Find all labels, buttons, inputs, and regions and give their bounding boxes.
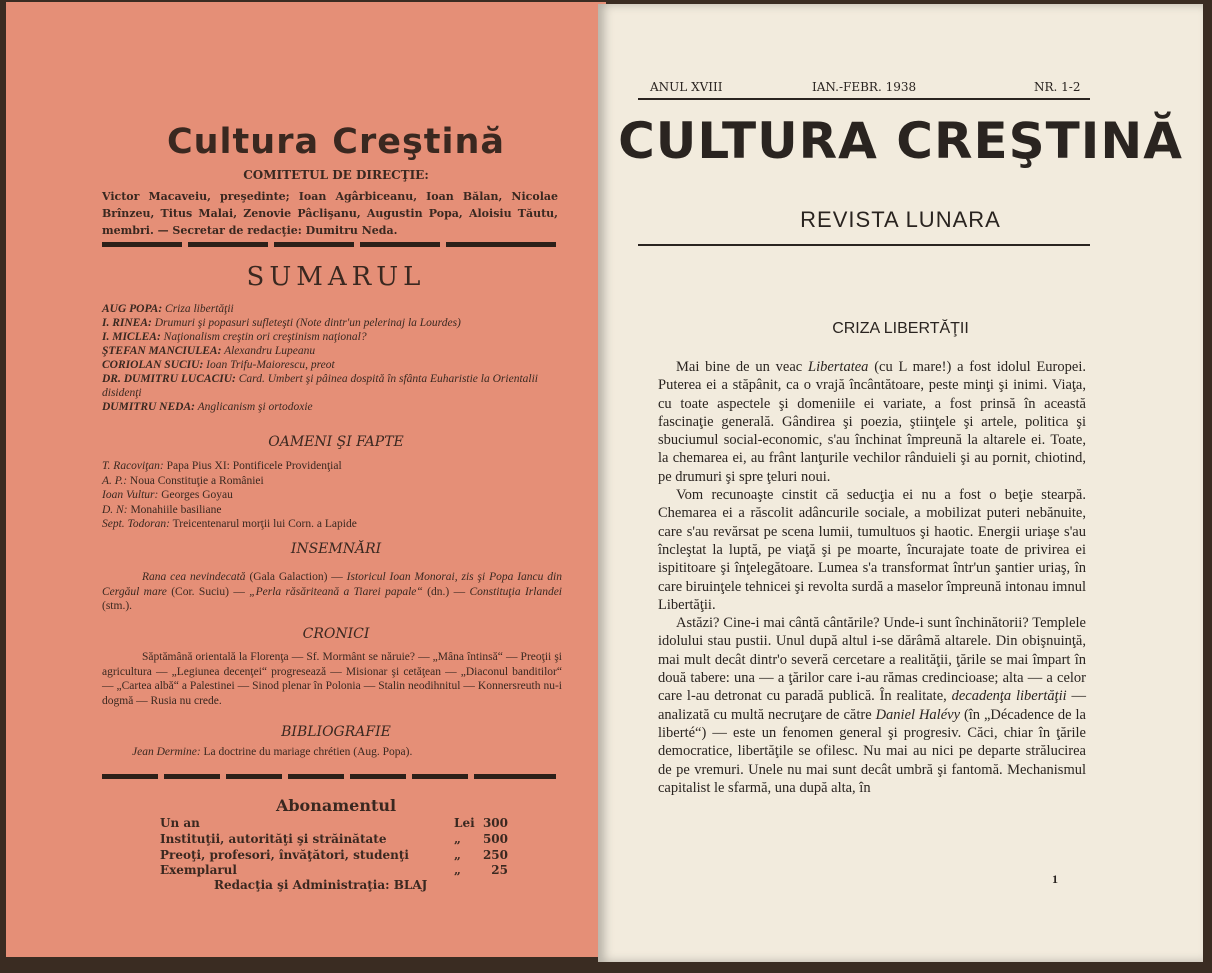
magazine-subtitle: REVISTA LUNARA	[800, 207, 1001, 232]
summary-heading: SUMARUL	[246, 262, 426, 292]
back-cover-title: Cultura Creştină	[166, 122, 506, 162]
list-item: A. P.: Noua Constituţie a României	[102, 474, 264, 487]
toc-item: DUMITRU NEDA: Anglicanism şi ortodoxie	[102, 401, 313, 413]
issue-date: IAN.-FEBR. 1938	[812, 80, 917, 94]
title-rule	[638, 244, 1090, 246]
toc-item: CORIOLAN SUCIU: Ioan Trifu-Maiorescu, preot	[102, 359, 335, 371]
toc-item: AUG POPA: Criza libertăţii	[102, 303, 234, 315]
list-item: Sept. Todoran: Treicentenarul morţii lui Corn. a Lapide	[102, 518, 357, 530]
cronici-heading: CRONICI	[302, 626, 370, 642]
paragraph: Mai bine de un veac Libertatea (cu L mare!) a fost idolul Europei. Puterea ei a stăpânit, ca o vrajă încântătoare, peste minţi şi inimi. Viaţa, cu toate aspectele şi domeniile ei variate, a fost prinsă în această fascinaţie generală. Gândirea şi poezia, ştiinţele şi artele, politica şi sbuciumul social-economic, s'au închinat împreună la altarele ei. Toate, la chemarea ei, au frânt lanţurile vechilor rânduieli şi au pornit, chiotind, pe drumuri şi spre ţeluri noui.	[658, 359, 1086, 485]
article-body	[658, 358, 1086, 797]
issue-number: NR. 1-2	[1034, 80, 1081, 94]
paragraph: Astăzi? Cine-i mai cântă cântările? Unde-i sunt închinătorii? Templele idolului stau pustii. Unul după altul i-se dărâmă altarele. Din obişnuinţă, mai mult decât dintr'o severă cercetare a realităţii, ţările se mai împart în două tabere: una — a ţărilor care i-au rămas credincioase; alta — a celor care l-au detronat cu paradă publică. În realitate, decadenţa libertăţii — analizată cu multă necruţare de către Daniel Halévy (în „Décadence de la liberté“) — este un fenomen general şi progresiv. Căci, chiar în ţările democratice, libertăţile se ofilesc. Nu mai au nici pe departe strălucirea de pe vremuri. Unele nu mai sunt decât umbră şi fantomă. Mechanismul capitalist le sfarmă, una după alta, în	[658, 615, 1087, 796]
toc-item: DR. DUMITRU LUCACIU: Card. Umbert şi pâinea dospită în sfânta Euharistie la Orientalii disidenţi	[102, 373, 538, 399]
oameni-heading: OAMENI ŞI FAPTE	[268, 434, 404, 450]
list-item: T. Racoviţan: Papa Pius XI: Pontificele Providenţial	[102, 460, 342, 472]
insemnari-text: Rana cea nevindecată (Gala Galaction) — Istoricul Ioan Monorai, zis şi Popa Iancu din Cergăul mare (Cor. Suciu) — „Perla răsăriteană a Tiarei papale“ (dn.) — Constituţia Irlandei (stm.).	[102, 571, 562, 612]
volume-label: ANUL XVIII	[650, 80, 723, 94]
insemnari-heading: INSEMNĂRI	[290, 541, 382, 557]
table-of-contents	[102, 302, 562, 414]
oameni-list	[102, 459, 562, 532]
toc-item: I. MICLEA: Naţionalism creştin ori creştinism naţional?	[102, 331, 367, 343]
front-page	[598, 4, 1203, 962]
back-cover-page: Cultura Creştină COMITETUL DE DIRECŢIE: Victor Macaveiu, preşedinte; Ioan Agârbiceanu, Ioan Bălan, Nicolae Brînzeu, Titus Malai, Zenovie Pâclişanu, Augustin Popa, Aloisiu Tăutu, membri. — Secretar de redacţie: Dumitru Neda. SUMARUL AUG POPA: Criza libertăţii I. RINEA: Drumuri şi popasuri sufleteşti (Note dintr'un pelerinaj la Lourdes) I. MICLEA: Naţionalism creştin ori creştinism naţional? ŞTEFAN MANCIULEA: Alexandru Lupeanu CORIOLAN SUCIU: Ioan Trifu-Maiorescu, preot DR. DUMITRU LUCACIU: Card. Umbert şi pâinea dospită în sfânta Euharistie la Orientalii disidenţi DUMITRU NEDA: Anglicanism şi ortodoxie OAMENI ŞI FAPTE T. Racoviţan: Papa Pius XI: Pontificele Providenţial A. P.: Noua Constituţie a României Ioan Vultur: Georges Goyau D. N: Monahiile basiliane Sept. Todoran: Treicentenarul morţii lui Corn. a Lapide INSEMNĂRI Rana cea nevindecată (Gala Galaction) — Istoricul Ioan Monorai, zis şi Popa Iancu din Cergăul mare (Cor. Suciu) — „Perla răsăriteană a Tiarei papale“ (dn.) — Constituţia Irlandei (stm.). CRONICI Săptămână orientală la Florenţa — Sf. Mormânt se năruie? — „Mâna întinsă“ — Preoţii şi agricultura — „Legiunea decenţei“ progresează — Misionar şi cetăţean — „Diaconul banditilor“ — „Cartea albă“ a Palestinei — Sinod plenar în Polonia — Stalin neodihnitul — Konnersreuth nu-i dogmă — Rusia nu crede. BIBLIOGRAFIE Jean Dermine: La doctrine du mariage chrétien (Aug. Popa). Abonamentul Un an Lei 300 Instituţii, autorităţi şi străinătate „ 500 Preoţi, profesori, învăţători, studenţi „ 250 Exemplarul „ 25 Redacţia şi Administraţia: BLAJ	[6, 2, 606, 957]
list-item: Ioan Vultur: Georges Goyau	[102, 489, 233, 501]
magazine-title: CULTURA CREŞTINĂ	[618, 112, 1183, 170]
committee-label: COMITETUL DE DIRECŢIE:	[243, 168, 429, 182]
toc-item: ŞTEFAN MANCIULEA: Alexandru Lupeanu	[102, 345, 316, 357]
page-number: 1	[1052, 872, 1058, 886]
header-rule	[638, 98, 1090, 100]
committee-members: Victor Macaveiu, preşedinte; Ioan Agârbiceanu, Ioan Bălan, Nicolae Brînzeu, Titus Malai, Zenovie Pâclişanu, Augustin Popa, Aloisiu Tăutu, membri. — Secretar de redacţie: Dumitru Neda.	[102, 190, 558, 237]
list-item: D. N: Monahiile basiliane	[102, 503, 222, 516]
toc-item: I. RINEA: Drumuri şi popasuri sufleteşti (Note dintr'un pelerinaj la Lourdes)	[102, 317, 461, 329]
subscription-heading: Abonamentul	[275, 796, 397, 815]
article-title: CRIZA LIBERTĂŢII	[832, 320, 969, 337]
paragraph: Vom recunoaşte cinstit că seducţia ei nu a fost o beţie stearpă. Chemarea ei a răscolit adâncurile sociale, a mobilizat puteri nebănuite, care s'au revărsat pe scena lumii, tumultuos şi haotic. Energii uriaşe s'au încleştat la luptă, pe viaţă şi pe moarte, încurajate toate de privirea ei ispititoare şi înţelegătoare. Lumea s'a transformat într'un şantier uriaş, în care biruinţele tehnicei şi revolta surdă a maselor împreună intonau imnul Libertăţii.	[658, 487, 1086, 613]
bibliografie-heading: BIBLIOGRAFIE	[281, 724, 391, 740]
cronici-text: Săptămână orientală la Florenţa — Sf. Mormânt se năruie? — „Mâna întinsă“ — Preoţii şi agricultura — „Legiunea decenţei“ progresează — Misionar şi cetăţean — „Diaconul banditilor“ — „Cartea albă“ a Palestinei — Sinod plenar în Polonia — Stalin neodihnitul — Konnersreuth nu-i dogmă — Rusia nu crede.	[102, 651, 562, 707]
bibliografie-text: Jean Dermine: La doctrine du mariage chrétien (Aug. Popa).	[132, 746, 413, 758]
editorial-office: Redacţia şi Administraţia: BLAJ	[214, 878, 428, 892]
